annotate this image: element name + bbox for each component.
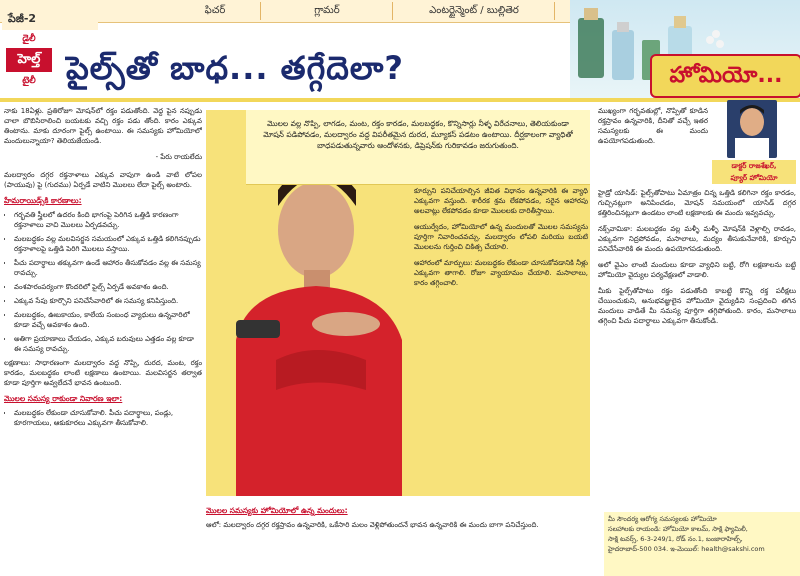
- doctor-photo: [727, 100, 777, 158]
- causes-list: [4, 210, 202, 354]
- paragraph: ఆలో: మలద్వారం దగ్గర రక్తస్రావం ఉన్నవారికి, ఒకేసారి మలం వెళ్లిపోతుందనే భావన ఉన్నవారికి ఈ మందు బాగా పనిచేస్తుంది.: [206, 521, 539, 529]
- article-column-2: [414, 186, 588, 508]
- contact-address-box: [604, 512, 800, 576]
- list-item: • వంశపారంపర్యంగా కొందరిలో పైల్స్ ఏర్పడే అవకాశం ఉంది.: [14, 282, 202, 292]
- paragraph: మలద్వారం దగ్గర రక్తనాళాలు ఎక్కువ వాపుగా ఉండి వాటి లోపల (పాయువు) పై (గుదము) ఏర్పడే వాటిని మొలలు లేదా పైల్స్ అంటారు.: [4, 171, 202, 189]
- doctor-credit: [712, 160, 796, 184]
- list-item: • ఎక్కువ సేపు కూర్చొని పనిచేసేవారిలో ఈ సమస్య కనిపిస్తుంది.: [14, 296, 202, 306]
- footer-line: మీ సౌందర్య ఆరోగ్య సమస్యలకు హోమియో: [608, 515, 717, 523]
- tab-divider: [554, 2, 555, 20]
- list-item: • పీచు పదార్థాలు తక్కువగా ఉండే ఆహారం తీసుకోవడం వల్ల ఈ సమస్య రావచ్చు.: [14, 258, 202, 278]
- doctor-avatar: [727, 100, 777, 158]
- tab-feature[interactable]: ఫిచర్: [204, 5, 226, 16]
- page-number: పేజీ-2: [8, 12, 37, 25]
- list-item: • మలబద్ధకం వల్ల మలవిసర్జన సమయంలో ఎక్కువ ఒత్తిడి కలిగినప్పుడు రక్తనాళాలపై ఒత్తిడి పెరిగి మొలలు వస్తాయి.: [14, 234, 202, 254]
- article-column-3-top: [598, 106, 708, 186]
- article-headline: పైల్స్‌తో బాధ... తగ్గేదెలా?: [66, 49, 404, 87]
- tab-divider: [392, 2, 393, 20]
- logo-word-box: హెల్త్: [6, 48, 52, 72]
- subheading-causes: హేమరాయిడ్స్‌కి కారణాలు:: [4, 196, 82, 205]
- tab-glamour[interactable]: గ్లామర్: [314, 5, 340, 16]
- paragraph: నక్స్‌వామికా: మలబద్ధకం వల్ల మళ్ళీ మళ్ళీ మోషన్‌కి వెళ్లాల్సి రావడం, ఎక్కువగా నిద్రపోవడం, మసాలాలు, మద్యం తీసుకునేవారికి, కూర్చుని పనిచేసేవారికి ఈ మందు ఉపయోగపడుతుంది.: [598, 225, 796, 253]
- page-number-label: [2, 8, 98, 30]
- list-item: • గర్భవతి స్త్రీలలో ఉదరం కింది భాగంపై పెరిగిన ఒత్తిడి కారణంగా రక్తనాళాలు వాచి మొలలు ఏర్పడవచ్చు.: [14, 210, 202, 230]
- daily-health-logo: [6, 32, 52, 94]
- footer-email[interactable]: హైదరాబాద్-500 034. ఇ-మెయిల్: health@sakshi.com: [608, 545, 765, 553]
- article-column-1: [4, 106, 202, 576]
- pullquote-text: మొలల వల్ల నొప్పి, లాగడం, మంట, రక్తం కారడం, మలబద్ధకం, కొన్నిసార్లు నీళ్ళ విరేచనాలు, తెలియకుండా మోషన్ పడిపోవడం, మలద్వారం వద్ద విపరీతమైన దురద, మ్యూకస్ పడటం ఉంటాయి. దీర్ఘకాలంగా వ్యాధితో బాధపడుతున్నవారు ఆందోళనకు, డిప్రెషన్‌కు గురికావడం జరుగుతుంది.: [263, 119, 573, 150]
- footer-line: సలహాలకు రాయండి: హోమియో కాలమ్, సాక్షి ఫ్యామిలీ,: [608, 525, 748, 533]
- headline-rule: [0, 98, 800, 102]
- prevention-list: [4, 408, 202, 428]
- homeopathy-badge: హోమియో...: [650, 54, 800, 98]
- symptoms-pullquote: [246, 110, 590, 185]
- paragraph: ఆయుర్వేదం, హోమియోలో ఉన్న మందులతో మొలల సమస్యను పూర్తిగా నివారించవచ్చు. మలద్వారం లోపలి మరియు బయటి మొలలను గుర్తించి చికిత్స చేయాలి.: [414, 223, 588, 251]
- tab-divider: [260, 2, 261, 20]
- doctor-title: ప్యూర్ హోమియో: [730, 174, 778, 182]
- logo-word-top: డైలీ: [22, 34, 36, 44]
- article-column-2-bottom: [206, 500, 590, 576]
- doctor-name: డాక్టర్ రాజ‌శేఖర్,: [731, 162, 777, 170]
- paragraph: మీకు పైల్స్‌తోపాటు రక్తం పడుతోంది కాబట్టి కొన్ని రక్త పరీక్షలు చేయించుకుని, అనుభవజ్ఞులైన హోమియో వైద్యుడిని సంప్రదించి తగిన మందులు వాడితే మీ సమస్య పూర్తిగా తగ్గిపోతుంది. కారం, మసాలాలు తగ్గించి పీచు పదార్థాలు ఎక్కువగా తీసుకోండి.: [598, 287, 796, 325]
- paragraph: ఆహారంలో మార్పులు: మలబద్ధకం లేకుండా చూసుకోవడానికి నీళ్లు ఎక్కువగా తాగాలి. రోజూ వ్యాయామం చేయాలి. మసాలాలు, కారం తగ్గించాలి.: [414, 259, 588, 287]
- footer-line: సాక్షి టవర్స్, 6-3-249/1, రోడ్ నం.1, బంజారాహిల్స్,: [608, 535, 743, 543]
- list-item: • మలబద్ధకం లేకుండా చూసుకోవాలి. పీచు పదార్థాలు, పండ్లు, కూరగాయలు, ఆకుకూరలు ఎక్కువగా తీసుకోవాలి.: [14, 408, 202, 428]
- article-column-3: [598, 188, 796, 510]
- paragraph: లక్షణాలు: సాధారణంగా మలద్వారం వద్ద నొప్పి, దురద, మంట, రక్తం కారడం, మలబద్ధకం లాంటి లక్షణాలు ఉంటాయి. మలవిసర్జన తర్వాత కూడా పూర్తిగా అవ్వలేదనే భావన ఉంటుంది.: [4, 359, 202, 387]
- paragraph: అలో వైఎం లాంటి మందులు కూడా వ్యాధిని బట్టి, రోగి లక్షణాలను బట్టి హోమియో వైద్యుల పర్యవేక్షణలో వాడాలి.: [598, 261, 796, 279]
- reader-question: నాకు 18ఏళ్లు. ప్రతిరోజూ మోషన్‌లో రక్తం పడుతోంది. వెద్ద పైన నప్పుడు చాలా బొబిసిరాలించి బయటకు వచ్చి రక్తం పడు తోంది. కారం ఎక్కువ తింటాను. మాకు దూరంగా పైల్స్ ఉంటాయి. ఈ సమస్యకు హోమియోలో మందులున్నాయా? తెలియజేయండి.: [4, 107, 202, 145]
- list-item: • అతిగా ప్రయాణాలు చేయడం, ఎక్కువ బరువులు ఎత్తడం వల్ల కూడా ఈ సమస్య రావచ్చు.: [14, 334, 202, 354]
- paragraph: ముఖ్యంగా గర్భవతుల్లో, నొప్పితో కూడిన రక్తస్రావం ఉన్నవారికి, దీనితో వచ్చే ఇతర సమస్యలకు ఈ మందు ఉపయోగపడుతుంది.: [598, 107, 708, 145]
- list-item: • మలబద్ధకం, ఊబకాయం, కాలేయ సంబంధ వ్యాధులు ఉన్నవారిలో కూడా వచ్చే అవకాశం ఉంది.: [14, 310, 202, 330]
- subheading-remedies: మొలల సమస్యకు హోమియోలో ఉన్న మందులు:: [206, 506, 348, 515]
- subheading-prevention: మొలల సమస్య రాకుండా నివారణ ఇలా:: [4, 394, 123, 403]
- logo-word-bottom: టైలీ: [22, 76, 36, 86]
- paragraph: హైడ్రో యాసిడ్: పైల్స్‌తోపాటు ఏమాత్రం చిన్న ఒత్తిడి కలిగినా రక్తం కారడం, గుచ్చినట్లుగా అనిపించడం, మోషన్ సమయంలో యాసిడ్ దగ్గర కత్తిరించినట్లుగా ఉండటం లాంటి లక్షణాలకు ఈ మందు ఇవ్వవచ్చు.: [598, 189, 796, 217]
- tab-entertainment[interactable]: ఎంటర్టైన్మెంట్ / బుల్లితెర: [429, 5, 519, 16]
- question-byline: - పేరు రాయలేదు: [155, 153, 202, 161]
- paragraph: కూర్చుని పనిచేయాల్సిన జీవిత విధానం ఉన్నవారికి ఈ వ్యాధి ఎక్కువగా వస్తుంది. శారీరక శ్రమ లేకపోవడం, సరైన ఆహారపు అలవాట్లు లేకపోవడం కూడా మొలలకు దారితీస్తాయి.: [414, 187, 588, 215]
